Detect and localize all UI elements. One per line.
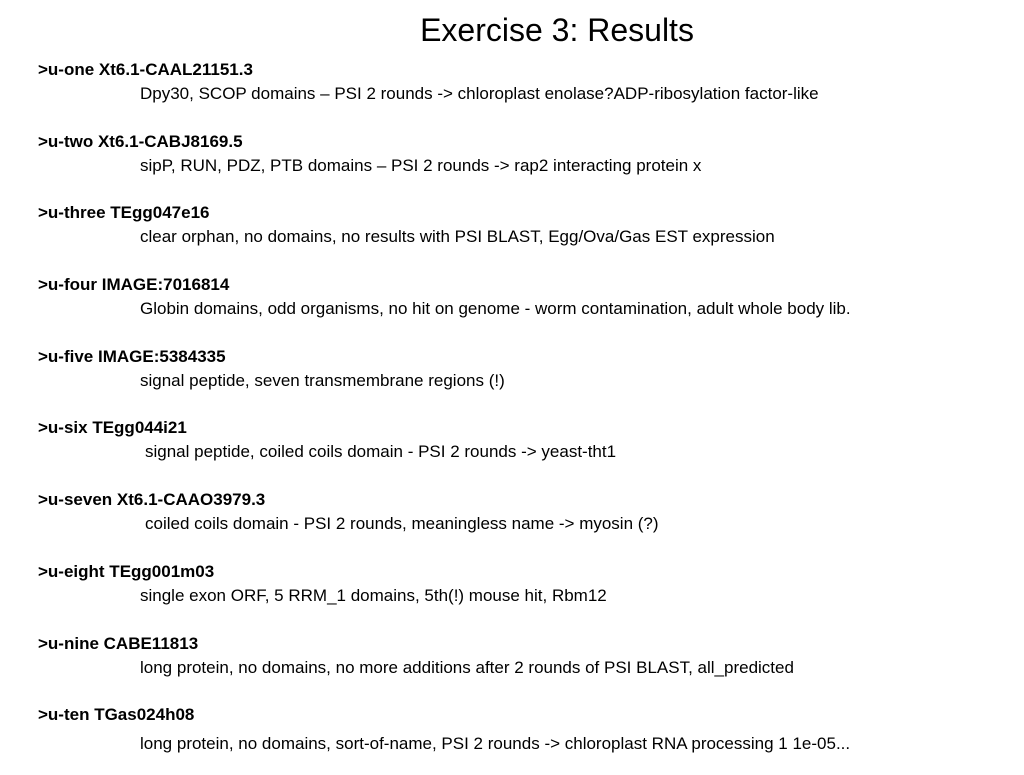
result-entry-3 [38,201,1008,273]
sequence-id: >u-ten TGas024h08 [38,705,195,725]
sequence-id: >u-two Xt6.1-CABJ8169.5 [38,131,243,151]
result-description: Globin domains, odd organisms, no hit on genome - worm contamination, adult whole body lib. [140,299,851,319]
result-entry-2 [38,130,1008,202]
slide-title: Exercise 3: Results [420,12,694,48]
result-entry-8 [38,560,1008,632]
result-description: clear orphan, no domains, no results with PSI BLAST, Egg/Ova/Gas EST expression [140,227,775,247]
result-description: signal peptide, seven transmembrane regions (!) [140,370,505,390]
result-entry-9 [38,632,1008,704]
sequence-id: >u-six TEgg044i21 [38,418,187,438]
result-description: signal peptide, coiled coils domain - PSI 2 rounds -> yeast-tht1 [145,442,617,462]
results-list [38,58,1008,775]
result-entry-6 [38,416,1008,488]
sequence-id: >u-five IMAGE:5384335 [38,346,226,366]
result-description: Dpy30, SCOP domains – PSI 2 rounds -> chloroplast enolase?ADP-ribosylation factor-like [140,84,819,103]
result-description: long protein, no domains, no more additions after 2 rounds of PSI BLAST, all_predicted [140,657,794,677]
result-entry-4 [38,273,1008,345]
sequence-id: >u-seven Xt6.1-CAAO3979.3 [38,490,266,510]
result-entry-1 [38,58,1008,130]
result-description: long protein, no domains, sort-of-name, PSI 2 rounds -> chloroplast RNA processing 1 1e-05... [140,734,851,754]
sequence-id: >u-eight TEgg001m03 [38,561,215,581]
result-entry-7 [38,488,1008,560]
result-description: sipP, RUN, PDZ, PTB domains – PSI 2 rounds -> rap2 interacting protein x [140,155,702,175]
sequence-id: >u-one Xt6.1-CAAL21151.3 [38,60,253,79]
result-description: single exon ORF, 5 RRM_1 domains, 5th(!) mouse hit, Rbm12 [140,585,607,605]
sequence-id: >u-nine CABE11813 [38,633,199,653]
result-entry-10 [38,703,1008,775]
sequence-id: >u-four IMAGE:7016814 [38,275,230,295]
result-description: coiled coils domain - PSI 2 rounds, meaningless name -> myosin (?) [145,514,659,534]
sequence-id: >u-three TEgg047e16 [38,203,210,223]
result-entry-5 [38,345,1008,417]
